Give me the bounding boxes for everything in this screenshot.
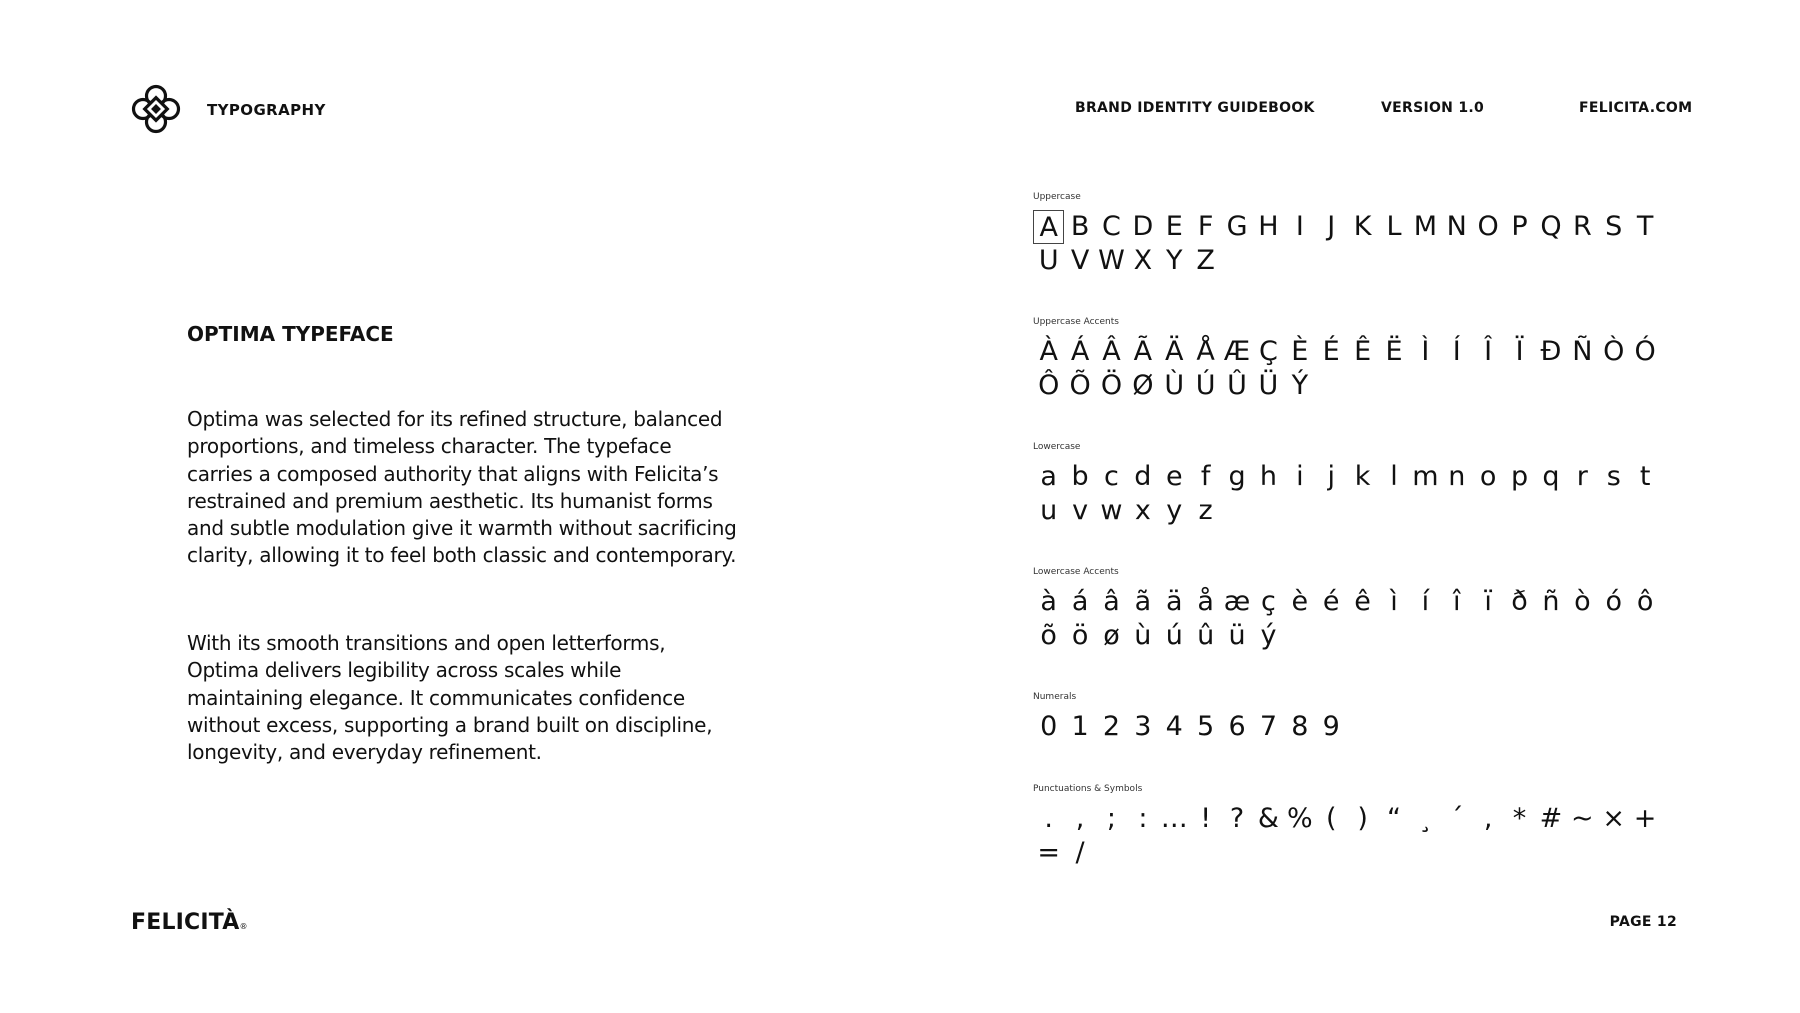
glyph: j [1327,461,1335,492]
glyph: Ã [1133,336,1153,367]
glyph: ç [1261,586,1276,617]
glyph: H [1258,211,1279,242]
glyph: ä [1165,586,1183,617]
glyph: ð [1511,586,1528,617]
glyph: Ø [1132,370,1154,401]
glyph: d [1134,461,1152,492]
glyph: y [1166,495,1183,526]
glyph: s [1606,461,1621,492]
glyph: 7 [1259,711,1278,742]
glyph: b [1071,461,1089,492]
glyph: ) [1357,803,1368,834]
glyph: o [1479,461,1497,492]
glyph: ê [1354,586,1371,617]
glyph: g [1228,461,1246,492]
glyph: l [1390,461,1398,492]
glyph: k [1354,461,1371,492]
glyph: e [1165,461,1183,492]
page-number: PAGE 12 [1609,914,1677,930]
numerals-block [1033,692,1673,744]
uppercase-accents-block [1033,317,1673,403]
glyph: â [1103,586,1120,617]
glyph: E [1165,211,1183,242]
glyph: Ý [1291,370,1309,401]
glyph: õ [1040,620,1057,651]
char-set-label: Uppercase Accents [1033,317,1119,327]
glyph: ~ [1571,803,1594,834]
glyph: ô [1636,586,1654,617]
glyph: Â [1102,336,1121,367]
glyph: Í [1452,336,1461,367]
glyph: q [1542,461,1560,492]
glyph: Ï [1515,336,1524,367]
glyph: … [1160,803,1188,834]
glyph: % [1286,803,1313,834]
glyph: n [1448,461,1466,492]
glyph: Ó [1634,336,1656,367]
glyph: Î [1484,336,1493,367]
glyph: 4 [1165,711,1183,742]
glyph: 6 [1228,711,1246,742]
glyph: Ö [1100,370,1123,401]
glyph: “ [1386,803,1401,834]
glyph: Ò [1603,336,1625,367]
glyph: Y [1166,245,1183,276]
glyph: P [1511,211,1528,242]
glyph: m [1412,461,1439,492]
glyph: G [1226,211,1248,242]
glyph: V [1070,245,1090,276]
footer-brand-logo [131,910,248,935]
glyph: : [1138,803,1148,834]
glyph: I [1295,211,1304,242]
glyph: ´ [1450,803,1464,834]
char-set-glyphs [1033,710,1673,744]
glyph: ! [1200,803,1212,834]
glyph: w [1100,495,1123,526]
glyph: à [1040,586,1057,617]
glyph: ò [1574,586,1591,617]
glyph: t [1639,461,1651,492]
glyph: a [1040,461,1057,492]
glyph: ã [1134,586,1152,617]
char-set-glyphs [1033,460,1673,528]
glyph: C [1102,211,1121,242]
glyph: Õ [1069,370,1091,401]
glyph: å [1197,586,1214,617]
glyph: S [1605,211,1623,242]
glyph: J [1327,211,1336,242]
typeface-heading: OPTIMA TYPEFACE [187,322,394,346]
glyph: 9 [1322,711,1340,742]
glyph: , [1483,803,1493,834]
glyph: ( [1325,803,1337,834]
glyph: 5 [1197,711,1215,742]
glyph: Ü [1258,370,1279,401]
glyph: W [1098,245,1125,276]
glyph: * [1512,803,1527,834]
glyph: ó [1605,586,1622,617]
glyph: À [1039,336,1058,367]
char-set-label: Lowercase [1033,442,1081,452]
glyph: Æ [1223,336,1251,367]
glyph: i [1296,461,1304,492]
glyph: Ä [1165,336,1184,367]
glyph: î [1453,586,1461,617]
glyph: c [1104,461,1119,492]
glyph: û [1197,620,1215,651]
glyph: 0 [1040,711,1058,742]
trademark-mark: ® [239,922,248,931]
glyph: ø [1103,620,1120,651]
glyph: Ç [1259,336,1278,367]
glyph: Ú [1195,370,1216,401]
glyph: z [1198,495,1213,526]
brand-wordmark: FELICITÀ [131,910,240,935]
glyph: é [1322,586,1340,617]
glyph: Z [1196,245,1215,276]
lowercase-accents-block [1033,567,1673,653]
glyph: Q [1540,211,1562,242]
glyph: Ì [1421,336,1430,367]
char-set-glyphs [1033,585,1673,653]
glyph: u [1040,495,1058,526]
glyph: & [1257,803,1279,834]
glyph: X [1133,245,1153,276]
glyph: L [1386,211,1402,242]
glyph: Û [1227,370,1247,401]
glyph: f [1200,461,1211,492]
glyph: # [1539,803,1563,834]
glyph: ; [1106,803,1117,834]
glyph: ý [1260,620,1277,651]
glyph: Ê [1354,336,1372,367]
website-link[interactable]: FELICITA.COM [1579,100,1693,116]
glyph: R [1572,211,1592,242]
glyph: è [1291,586,1309,617]
glyph: È [1291,336,1309,367]
glyph: F [1197,211,1214,242]
body-paragraph-1: Optima was selected for its refined structure, balanced proportions, and timeless character. The typeface carries a composed authority that aligns with Felicita’s restrained and premium aesthetic. Its humanist forms and subtle modulation give it warmth without sacrificing clarity, allowing it to feel both classic and contemporary. [187,407,737,568]
punctuation-block [1033,784,1673,870]
char-set-label: Lowercase Accents [1033,567,1119,577]
char-set-label: Numerals [1033,692,1077,702]
glyph: h [1259,461,1277,492]
glyph: , [1075,803,1085,834]
glyph: r [1576,461,1588,492]
glyph: ñ [1542,586,1560,617]
glyph: Á [1070,336,1090,367]
glyph: æ [1223,586,1251,617]
glyph: × [1602,803,1626,834]
glyph: 1 [1071,711,1089,742]
glyph: ï [1484,586,1492,617]
glyph: B [1070,211,1090,242]
glyph: v [1072,495,1089,526]
uppercase-block [1033,192,1673,278]
glyph: ö [1071,620,1089,651]
section-label: TYPOGRAPHY [207,101,326,119]
glyph: ? [1229,803,1245,834]
char-set-glyphs [1033,210,1673,278]
glyph: ü [1228,620,1246,651]
glyph: Å [1196,336,1215,367]
glyph: D [1132,211,1154,242]
glyph: U [1038,245,1059,276]
glyph: A [1033,210,1064,244]
glyph: á [1071,586,1089,617]
glyph: ¸ [1418,803,1433,834]
glyph: 3 [1134,711,1152,742]
glyph: ù [1134,620,1152,651]
glyph: p [1510,461,1529,492]
glyph: ú [1165,620,1183,651]
glyph: Ù [1164,370,1185,401]
char-set-glyphs [1033,802,1673,870]
quatrefoil-diamond-icon [131,84,181,134]
version-label: VERSION 1.0 [1381,100,1485,116]
glyph: Ë [1385,336,1403,367]
glyph: N [1446,211,1467,242]
char-set-label: Uppercase [1033,192,1081,202]
char-set-label: Punctuations & Symbols [1033,784,1143,794]
glyph: Ô [1038,370,1060,401]
glyph: ì [1390,586,1398,617]
body-paragraph-2: With its smooth transitions and open letterforms, Optima delivers legibility across scales while maintaining elegance. It communicates confidence without excess, supporting a brand built on discipline, longevity, and everyday refinement. [187,631,713,765]
char-set-glyphs [1033,335,1673,403]
glyph: É [1322,336,1340,367]
guidebook-title: BRAND IDENTITY GUIDEBOOK [1075,100,1315,116]
glyph: . [1044,803,1053,834]
glyph: = [1037,837,1060,868]
glyph: T [1636,211,1654,242]
glyph: 8 [1291,711,1309,742]
glyph: Ð [1540,336,1562,367]
glyph: 2 [1102,711,1121,742]
glyph: Ñ [1572,336,1593,367]
glyph: í [1421,586,1430,617]
glyph: / [1075,837,1085,868]
glyph: M [1413,211,1438,242]
lowercase-block [1033,442,1673,528]
glyph: x [1134,495,1151,526]
glyph: + [1633,803,1657,834]
glyph: K [1353,211,1372,242]
glyph: O [1477,211,1499,242]
